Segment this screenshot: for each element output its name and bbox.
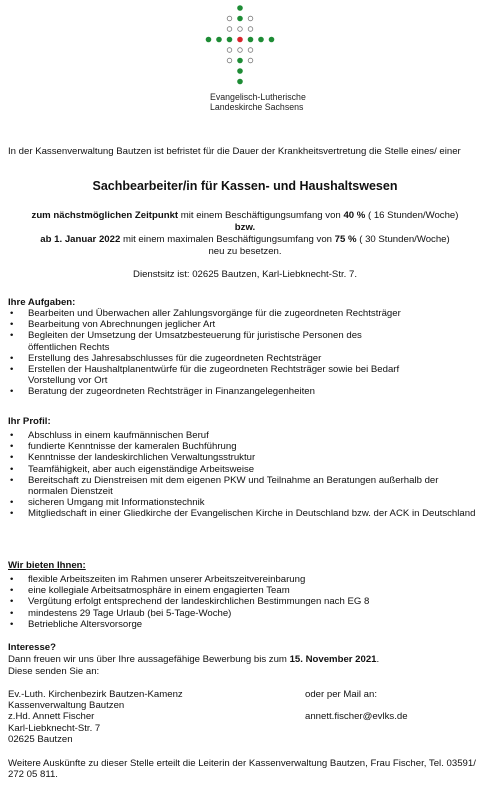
logo-dot-green [237,58,243,64]
interest-heading: Interesse? [8,642,56,653]
schedule-start-bold: zum nächstmöglichen Zeitpunkt [31,210,179,221]
logo-dot-outline [227,48,232,53]
logo-dot-outline [227,27,232,32]
logo-dot-outline [248,16,253,21]
list-item: • Vergütung erfolgt entsprechend der landeskirchlichen Bestimmungen nach EG 8 [8,596,482,607]
logo-dot-outline [248,58,253,63]
schedule-line-3: neu zu besetzen. [208,246,282,257]
list-item: • eine kollegiale Arbeitsatmosphäre in einem engagierten Team [8,585,482,596]
profile-heading: Ihr Profil: [8,416,51,427]
interest-period: . [376,654,380,665]
tasks-heading: Ihre Aufgaben: [8,297,76,308]
offer-list [8,574,482,630]
logo-dot-green [237,5,243,11]
intro-text: In der Kassenverwaltung Bautzen ist befristet für die Dauer der Krankheitsvertretung die Stelle eines/ einer [8,146,461,157]
logo-dot-green [237,16,243,22]
logo-dot-green [258,37,264,43]
address-line: 02625 Bautzen [8,733,73,745]
profile-list [8,430,482,520]
logo-dot-green [216,37,222,43]
logo-dot-outline [227,58,232,63]
address-line: Kassenverwaltung Bautzen [8,700,125,712]
logo-dot-green [237,68,243,74]
list-item: • Begleiten der Umsetzung der Umsatzbesteuerung für juristische Personen des öffentlichen Rechts [8,330,482,352]
schedule-percent: 40 % [343,210,366,221]
interest-line-2: Diese senden Sie an: [8,666,100,677]
list-item: • Betriebliche Altersvorsorge [8,619,482,630]
logo-dot-green [227,37,233,43]
address-line: Ev.-Luth. Kirchenbezirk Bautzen-Kamenz [8,689,183,700]
schedule-line-1 [8,210,482,221]
logo-dot-outline [248,48,253,53]
schedule-text: mit einem Beschäftigungsumfang von [178,210,344,221]
list-item: • sicheren Umgang mit Informationstechnik [8,497,482,508]
tasks-list [8,308,482,398]
logo-dot-red [237,37,243,43]
schedule-text: mit einem maximalen Beschäftigungsumfang von [120,234,335,245]
logo-dot-green [237,79,243,85]
list-item: • Kenntnisse der landeskirchlichen Verwaltungsstruktur [8,452,482,463]
list-item: • Bereitschaft zu Dienstreisen mit dem eigenen PKW und Teilnahme an Beratungen außerhalb der normalen Dienstzeit [8,475,482,497]
offer-heading: Wir bieten Ihnen: [8,560,86,571]
footer-contact: Weitere Auskünfte zu dieser Stelle erteilt die Leiterin der Kassenverwaltung Bautzen, Frau Fischer, Tel. 03591/ 272 05 811. [8,758,476,781]
list-item: • Erstellung des Jahresabschlusses für die zugeordneten Rechtsträger [8,353,482,364]
list-item: • Mitgliedschaft in einer Gliedkirche der Evangelischen Kirche in Deutschland bzw. der ACK in Deutschland [8,508,482,519]
list-item: • mindestens 29 Tage Urlaub (bei 5-Tage-Woche) [8,608,482,619]
list-item: • Bearbeitung von Abrechnungen jeglicher Art [8,319,482,330]
job-title: Sachbearbeiter/in für Kassen- und Haushaltswesen [92,179,398,193]
location-text: Dienstsitz ist: 02625 Bautzen, Karl-Liebknecht-Str. 7. [133,269,357,280]
organization-name-line2: Landeskirche Sachsens [210,102,304,112]
interest-line-1 [8,654,482,665]
address-line: z.Hd. Annett Fischer [8,711,95,723]
schedule-hours: ( 16 Stunden/Woche) [365,210,459,221]
address-line: Karl-Liebknecht-Str. 7 [8,722,101,734]
schedule-percent: 75 % [334,234,357,245]
postal-address [8,689,183,745]
list-item: • flexible Arbeitszeiten im Rahmen unserer Arbeitszeitvereinbarung [8,574,482,585]
logo-dot-green [206,37,212,43]
logo-dot-outline [227,16,232,21]
logo-dot-green [269,37,275,43]
interest-text: Dann freuen wir uns über Ihre aussagefähige Bewerbung bis zum [8,654,290,665]
logo-dot-outline [248,27,253,32]
schedule-date-bold: ab 1. Januar 2022 [40,234,121,245]
schedule-or: bzw. [234,222,256,233]
logo-dot-outline [238,48,243,53]
schedule-hours: ( 30 Stunden/Woche) [356,234,450,245]
mail-label: oder per Mail an: [305,689,377,700]
schedule-line-2 [8,234,482,245]
list-item: • Teamfähigkeit, aber auch eigenständige Arbeitsweise [8,464,482,475]
list-item: • Erstellen der Haushaltplanentwürfe für die zugeordneten Rechtsträger sowie bei Bedarf Vorstellung vor Ort [8,364,482,386]
logo-dot-green [248,37,254,43]
list-item: • fundierte Kenntnisse der kameralen Buchführung [8,441,482,452]
list-item: • Abschluss in einem kaufmännischen Beruf [8,430,482,441]
list-item: • Bearbeiten und Überwachen aller Zahlungsvorgänge für die zugeordneten Rechtsträger [8,308,482,319]
list-item: • Beratung der zugeordneten Rechtsträger in Finanzangelegenheiten [8,386,482,397]
organization-name-line1: Evangelisch-Lutherische [210,92,306,102]
email-link[interactable]: annett.fischer@evlks.de [305,711,408,722]
logo-dot-outline [238,27,243,32]
deadline-date: 15. November 2021 [289,654,377,665]
